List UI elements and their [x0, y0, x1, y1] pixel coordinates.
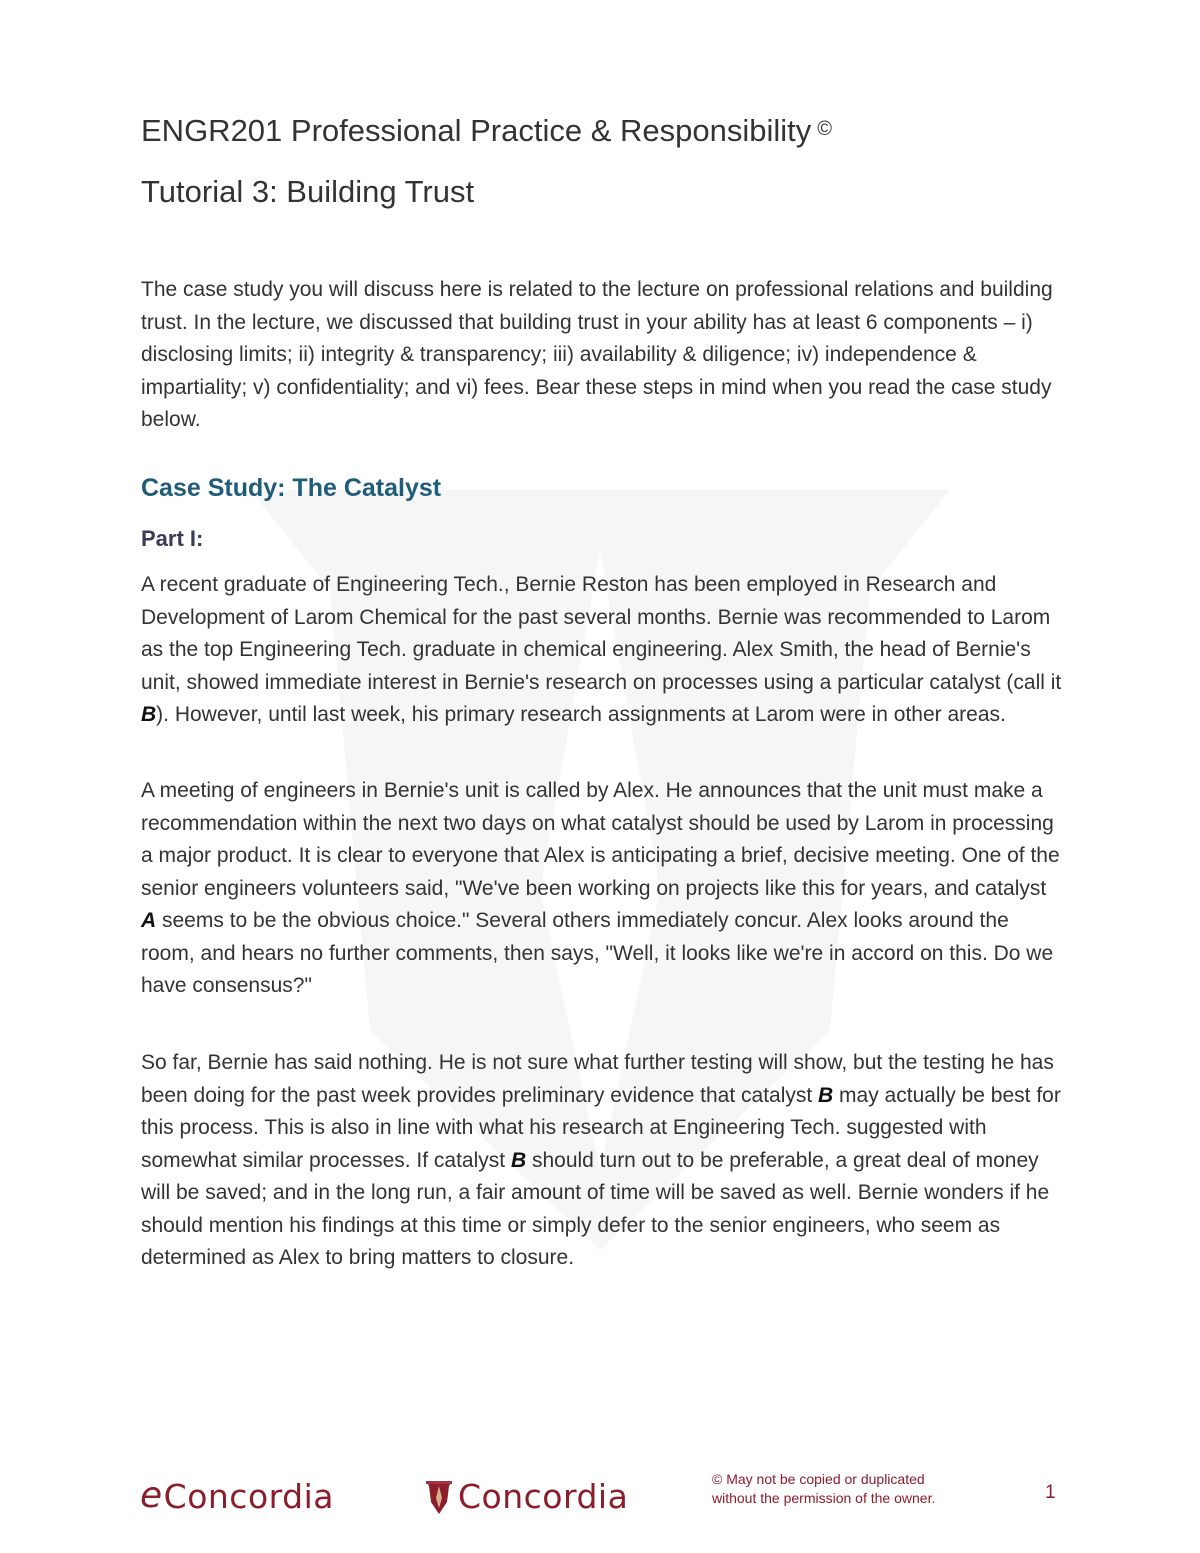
catalyst-label: A [141, 909, 157, 932]
course-title: ENGR201 Professional Practice & Responsibility © [141, 113, 832, 148]
econcordia-logo [140, 1470, 334, 1516]
intro-paragraph: The case study you will discuss here is related to the lecture on professional relations and building trust. In the lecture, we discussed that building trust in your ability has at least 6 components – i) disclosing limits; ii) integrity & transparency; iii) availability & diligence; iv) independence & impartiality; v) confidentiality; and vi) fees. Bear these steps in mind when you read the case study below. [141, 278, 1053, 431]
part-heading: Part I: [141, 526, 204, 551]
concordia-logo-text: Concordia [458, 1477, 629, 1516]
econcordia-logo-text: Concordia [163, 1477, 334, 1516]
copyright-notice-line2: without the permission of the owner. [712, 1490, 936, 1506]
concordia-logo [424, 1470, 628, 1516]
case-paragraph-3: So far, Bernie has said nothing. He is not sure what further testing will show, but the testing he has been doing for the past week provides preliminary evidence that catalyst B may actually be best for this process. This is also in line with what his research at Engineering Tech. suggested with somewhat similar processes. If catalyst B should turn out to be preferable, a great deal of money will be saved; and in the long run, a fair amount of time will be saved as well. Bernie wonders if he should mention his findings at this time or simply defer to the senior engineers, who seem as determined as Alex to bring matters to closure. [141, 1051, 1061, 1269]
case-paragraph-2: A meeting of engineers in Bernie's unit is called by Alex. He announces that the unit must make a recommendation within the next two days on what catalyst should be used by Larom in processing a major product. It is clear to everyone that Alex is anticipating a brief, decisive meeting. One of the senior engineers volunteers said, "We've been working on projects like this for years, and catalyst A seems to be the obvious choice." Several others immediately concur. Alex looks around the room, and hears no further comments, then says, "Well, it looks like we're in accord on this. Do we have consensus?" [141, 779, 1060, 997]
econcordia-logo-e: e [140, 1475, 163, 1516]
copyright-notice [712, 1470, 935, 1508]
concordia-shield-icon [424, 1478, 454, 1516]
page-footer [0, 1460, 1200, 1520]
tutorial-title: Tutorial 3: Building Trust [141, 174, 475, 209]
copyright-symbol: © [817, 118, 832, 140]
catalyst-label: B [818, 1083, 834, 1107]
catalyst-label: B [510, 1148, 527, 1172]
page-number: 1 [1045, 1482, 1056, 1503]
copyright-notice-line1: © May not be copied or duplicated [712, 1471, 925, 1487]
case-paragraph-1: A recent graduate of Engineering Tech., Bernie Reston has been employed in Research and Development of Larom Chemical for the past several months. Bernie was recommended to Larom as the top Engineering Tech. graduate in chemical engineering. Alex Smith, the head of Bernie's unit, showed immediate interest in Bernie's research on processes using a particular catalyst (call it B). However, until last week, his primary research assignments at Larom were in other areas. [141, 573, 1062, 726]
case-study-heading: Case Study: The Catalyst [141, 474, 442, 502]
catalyst-label: B [141, 703, 157, 726]
